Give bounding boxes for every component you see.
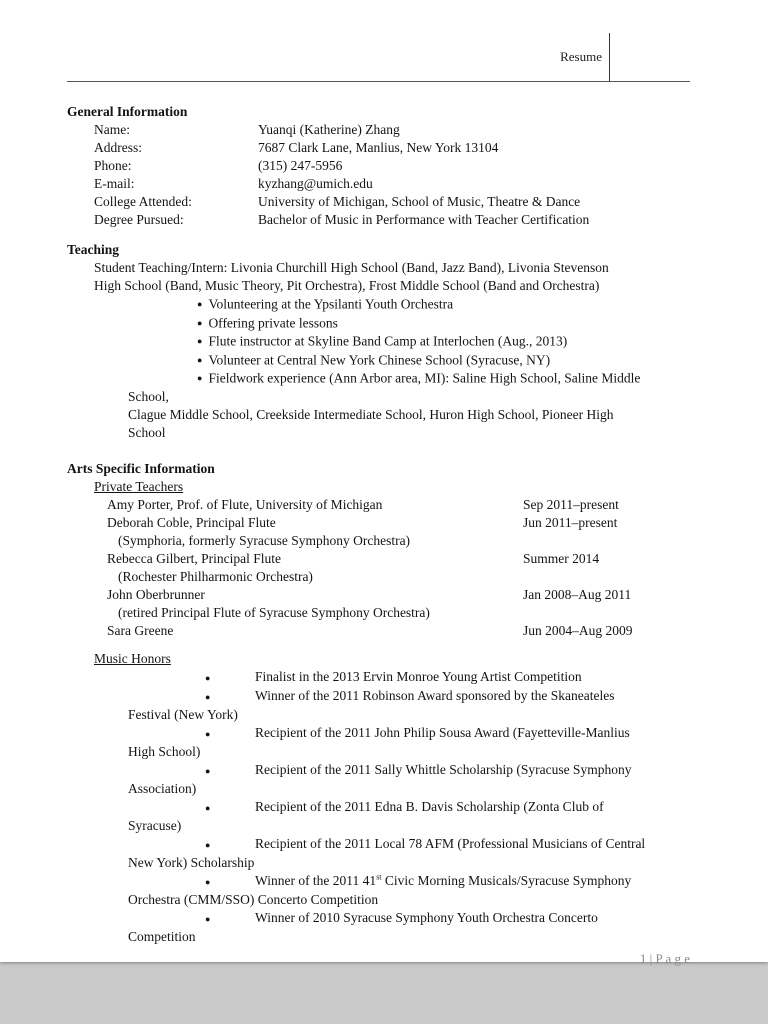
teaching-bullet-text: Volunteer at Central New York Chinese School (Syracuse, NY) [208,352,551,367]
info-value: Yuanqi (Katherine) Zhang [258,122,400,137]
teacher-detail: (Symphoria, formerly Syracuse Symphony Orchestra) [118,532,411,548]
honor-text: Recipient of the 2011 Sally Whittle Scholarship (Syracuse Symphony [255,761,632,777]
info-row-degree [94,211,690,229]
bullet-icon: ● [205,839,211,850]
honor-text: Recipient of the 2011 Local 78 AFM (Professional Musicians of Central [255,835,646,851]
header-vertical-divider [609,33,610,81]
honor-text-continuation: Orchestra (CMM/SSO) Concerto Competition [128,891,379,907]
honor-item [67,798,690,835]
teaching-continuation-line: Clague Middle School, Creekside Intermediate School, Huron High School, Pioneer High [128,406,614,422]
teaching-bullet-text: Flute instructor at Skyline Band Camp at Interlochen (Aug., 2013) [208,333,568,349]
honor-text-continuation: Competition [128,928,196,944]
honor-text-continuation: High School) [128,743,201,759]
teacher-row [107,514,690,532]
bullet-icon: ● [205,913,211,924]
honor-item [67,872,690,909]
teaching-continuation-line: School, [128,388,169,404]
section-teaching [67,241,690,442]
bullet-icon: ● [197,373,203,383]
honor-item [67,909,690,946]
general-information-heading: General Information [67,104,188,119]
honor-text [255,872,631,890]
ordinal-superscript: st [376,872,382,881]
honor-text-segment: Winner of the 2011 41 [255,872,377,888]
teacher-row [107,622,690,640]
honor-text: Recipient of the 2011 Edna B. Davis Scholarship (Zonta Club of [255,798,604,814]
teacher-detail: (retired Principal Flute of Syracuse Symphony Orchestra) [118,604,430,620]
info-value: University of Michigan, School of Music, Theatre & Dance [258,194,581,209]
bullet-icon: ● [197,354,203,365]
info-row-address [94,139,690,157]
honor-text: Finalist in the 2013 Ervin Monroe Young Artist Competition [255,668,582,684]
teacher-date: Jun 2011–present [523,514,618,530]
honor-item [67,761,690,798]
bullet-icon: ● [205,876,211,887]
bullet-icon: ● [205,728,211,739]
teacher-date: Jun 2004–Aug 2009 [523,622,633,638]
music-honors-subheading: Music Honors [94,650,171,666]
info-row-email [94,175,690,193]
page-number: 1 | P a g e [639,950,690,966]
teaching-bullet-text: Fieldwork experience (Ann Arbor area, MI): Saline High School, Saline Middle [208,370,641,386]
section-arts-specific-information [67,460,690,946]
info-row-name [94,121,690,139]
bullet-icon: ● [197,336,203,346]
teacher-name: John Oberbrunner [107,586,205,602]
info-label: Address: [94,140,142,155]
page-footer [67,950,690,968]
honor-text-continuation: Association) [128,780,197,796]
teacher-date: Jan 2008–Aug 2011 [523,586,632,602]
bullet-icon: ● [205,765,211,776]
teacher-name: Deborah Coble, Principal Flute [107,514,276,530]
teaching-bullet-item [197,369,690,388]
bullet-icon: ● [205,691,211,702]
teaching-bullet-item [197,314,690,333]
info-value: kyzhang@umich.edu [258,176,373,191]
honor-item [67,724,690,761]
info-label: Degree Pursued: [94,212,184,227]
document-header [67,33,690,82]
private-teachers-subheading: Private Teachers [94,478,184,494]
honor-text-continuation: Festival (New York) [128,706,238,722]
teacher-name: Amy Porter, Prof. of Flute, University of Michigan [107,496,383,512]
teacher-row [107,550,690,568]
honor-text-continuation: Syracuse) [128,817,182,833]
bullet-icon: ● [205,672,211,683]
teacher-name: Sara Greene [107,622,174,638]
teaching-intro-line: High School (Band, Music Theory, Pit Orchestra), Frost Middle School (Band and Orchestra) [94,278,600,293]
info-value: Bachelor of Music in Performance with Teacher Certification [258,212,590,227]
header-title: Resume [560,49,602,64]
info-row-college [94,193,690,211]
info-label: Phone: [94,158,132,173]
music-honors-block [67,650,690,946]
teaching-bullet-item [197,295,690,314]
teaching-intro-line: Student Teaching/Intern: Livonia Churchill High School (Band, Jazz Band), Livonia Stevenson [94,260,609,275]
bullet-icon: ● [197,317,203,328]
header-rule [67,81,690,82]
info-label: Name: [94,122,130,137]
honor-text: Winner of the 2011 Robinson Award sponsored by the Skaneateles [255,687,615,703]
teaching-bullet-text: Offering private lessons [208,315,338,330]
info-label: College Attended: [94,194,192,209]
honor-text-segment: Civic Morning Musicals/Syracuse Symphony [381,872,632,888]
section-general-information [67,103,690,229]
honor-text: Recipient of the 2011 John Philip Sousa Award (Fayetteville-Manlius [255,724,630,740]
teacher-name: Rebecca Gilbert, Principal Flute [107,550,281,566]
teaching-continuation-line: School [128,424,166,440]
teacher-detail: (Rochester Philharmonic Orchestra) [118,568,313,584]
info-label: E-mail: [94,176,135,191]
honor-text: Winner of 2010 Syracuse Symphony Youth Orchestra Concerto [255,909,598,925]
teaching-heading: Teaching [67,242,120,257]
teacher-row [107,586,690,604]
info-value: 7687 Clark Lane, Manlius, New York 13104 [258,140,499,155]
teaching-bullet-item [197,332,690,351]
bullet-icon: ● [205,802,211,813]
honor-text-continuation: New York) Scholarship [128,854,255,870]
arts-heading: Arts Specific Information [67,460,215,476]
honor-item [67,687,690,724]
header-row [67,33,690,81]
teacher-row [107,496,690,514]
honor-item [67,835,690,872]
info-value: (315) 247-5956 [258,158,343,173]
teaching-bullet-item [197,351,690,370]
bullet-icon: ● [197,299,203,309]
teacher-date: Summer 2014 [523,550,600,566]
teacher-date: Sep 2011–present [523,496,619,512]
teaching-bullet-text: Volunteering at the Ypsilanti Youth Orchestra [208,296,454,312]
honor-item [67,668,690,687]
info-row-phone [94,157,690,175]
